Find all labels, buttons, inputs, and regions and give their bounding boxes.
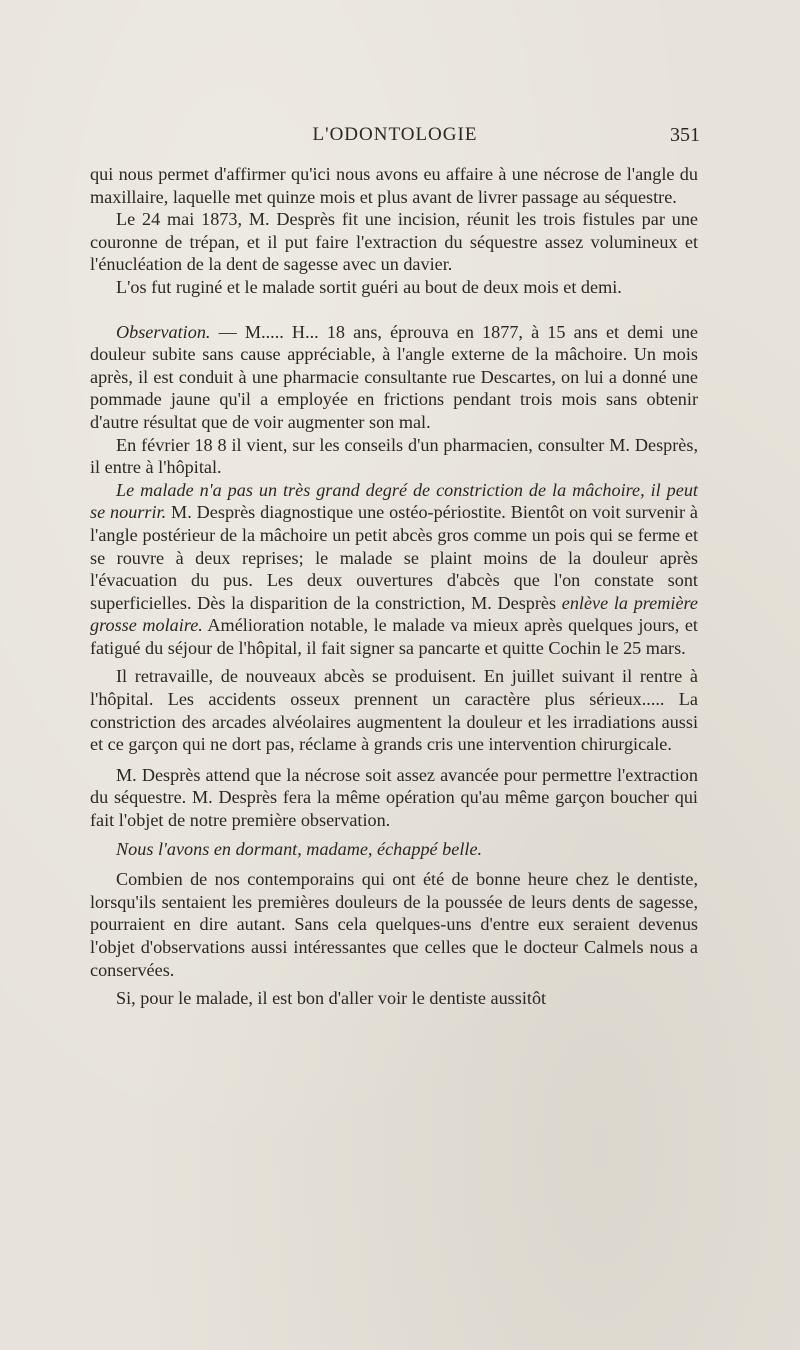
paragraph-diagnosis [90,479,698,660]
paragraph-relapse: Il retravaille, de nouveaux abcès se produisent. En juillet suivant il rentre à l'hôpital. Les accidents osseux prennent un caractère plus sérieux..... La constriction des arcades alvéolaires augmentent la douleur et les irradiations aussi et ce garçon qui ne dort pas, réclame à grands cris une intervention chirurgicale. [90,666,698,755]
observation-text: — M..... H... 18 ans, éprouva en 1877, à 15 ans et demi une douleur subite sans cause appréciable, à l'angle externe de la mâchoire. Un mois après, il est conduit à une pharmacie consultante rue Descartes, on lui a donné une pommade jaune qu'il a employée en frictions pendant trois mois sans obtenir d'autre résultat que de voir augmenter son mal. [90,321,698,432]
paragraph-final: Si, pour le malade, il est bon d'aller voir le dentiste aussitôt [116,988,547,1009]
italic-quote: Nous l'avons en dormant, madame, échappé belle. [116,838,483,859]
running-title: L'ODONTOLOGIE [312,124,478,145]
paragraph-operation: Le 24 mai 1873, M. Desprès fit une incision, réunit les trois fistules par une couronne de trépan, et il put faire l'extraction du séquestre assez volumineux et l'énucléation de la dent de sagesse avec un davier. [90,209,698,275]
italic-phrase-constriction: Le malade n'a pas un très grand degré de constriction de la mâchoire, il peut se nourrir. [90,479,698,523]
italic-phrase-molar: enlève la première grosse molaire. [90,592,698,636]
paragraph-extraction: M. Desprès attend que la nécrose soit assez avancée pour permettre l'extraction du séquestre. M. Desprès fera la même opération qu'au même garçon boucher qui fait l'objet de notre première observation. [90,764,698,831]
body-text [90,163,698,1010]
paragraph-contemporaries: Combien de nos contemporains qui ont été de bonne heure chez le dentiste, lorsqu'ils sentaient les premières douleurs de la poussée de leurs dents de sagesse, pourraient en dire autant. Sans cela quelques-uns d'entre eux seraient devenus l'objet d'observations aussi intéressantes que celles que le docteur Calmels nous a conservées. [90,869,698,980]
diagnosis-text-1: M. Desprès diagnostique une ostéo-périostite. Bientôt on voit survenir à l'angle postérieur de la mâchoire un petit abcès gros comme un pois qui se ferme et se rouvre à deux reprises; le malade se plaint moins de la douleur après l'évacuation du pus. Les deux ouvertures d'abcès que l'on constate sont superficielles. Dès la disparition de la constriction, M. Desprès [90,502,699,613]
observation-heading: Observation. [116,321,211,342]
page-number: 351 [670,124,700,146]
diagnosis-text-2: Amélioration notable, le malade va mieux après quelques jours, et fatigué du séjour de l'hôpital, il fait signer sa pancarte et quitte Cochin le 25 mars. [90,615,698,658]
page-header [90,122,700,152]
paragraph-observation [90,321,698,434]
paragraph-outcome: L'os fut ruginé et le malade sortit guéri au bout de deux mois et demi. [116,276,622,297]
paragraph-quote [90,838,698,861]
paragraph-continuation: qui nous permet d'affirmer qu'ici nous avons eu affaire à une nécrose de l'angle du maxillaire, laquelle met quinze mois et plus avant de livrer passage au séquestre. [90,164,698,207]
paragraph-february: En février 18 8 il vient, sur les conseils d'un pharmacien, consulter M. Desprès, il entre à l'hôpital. [90,434,698,478]
